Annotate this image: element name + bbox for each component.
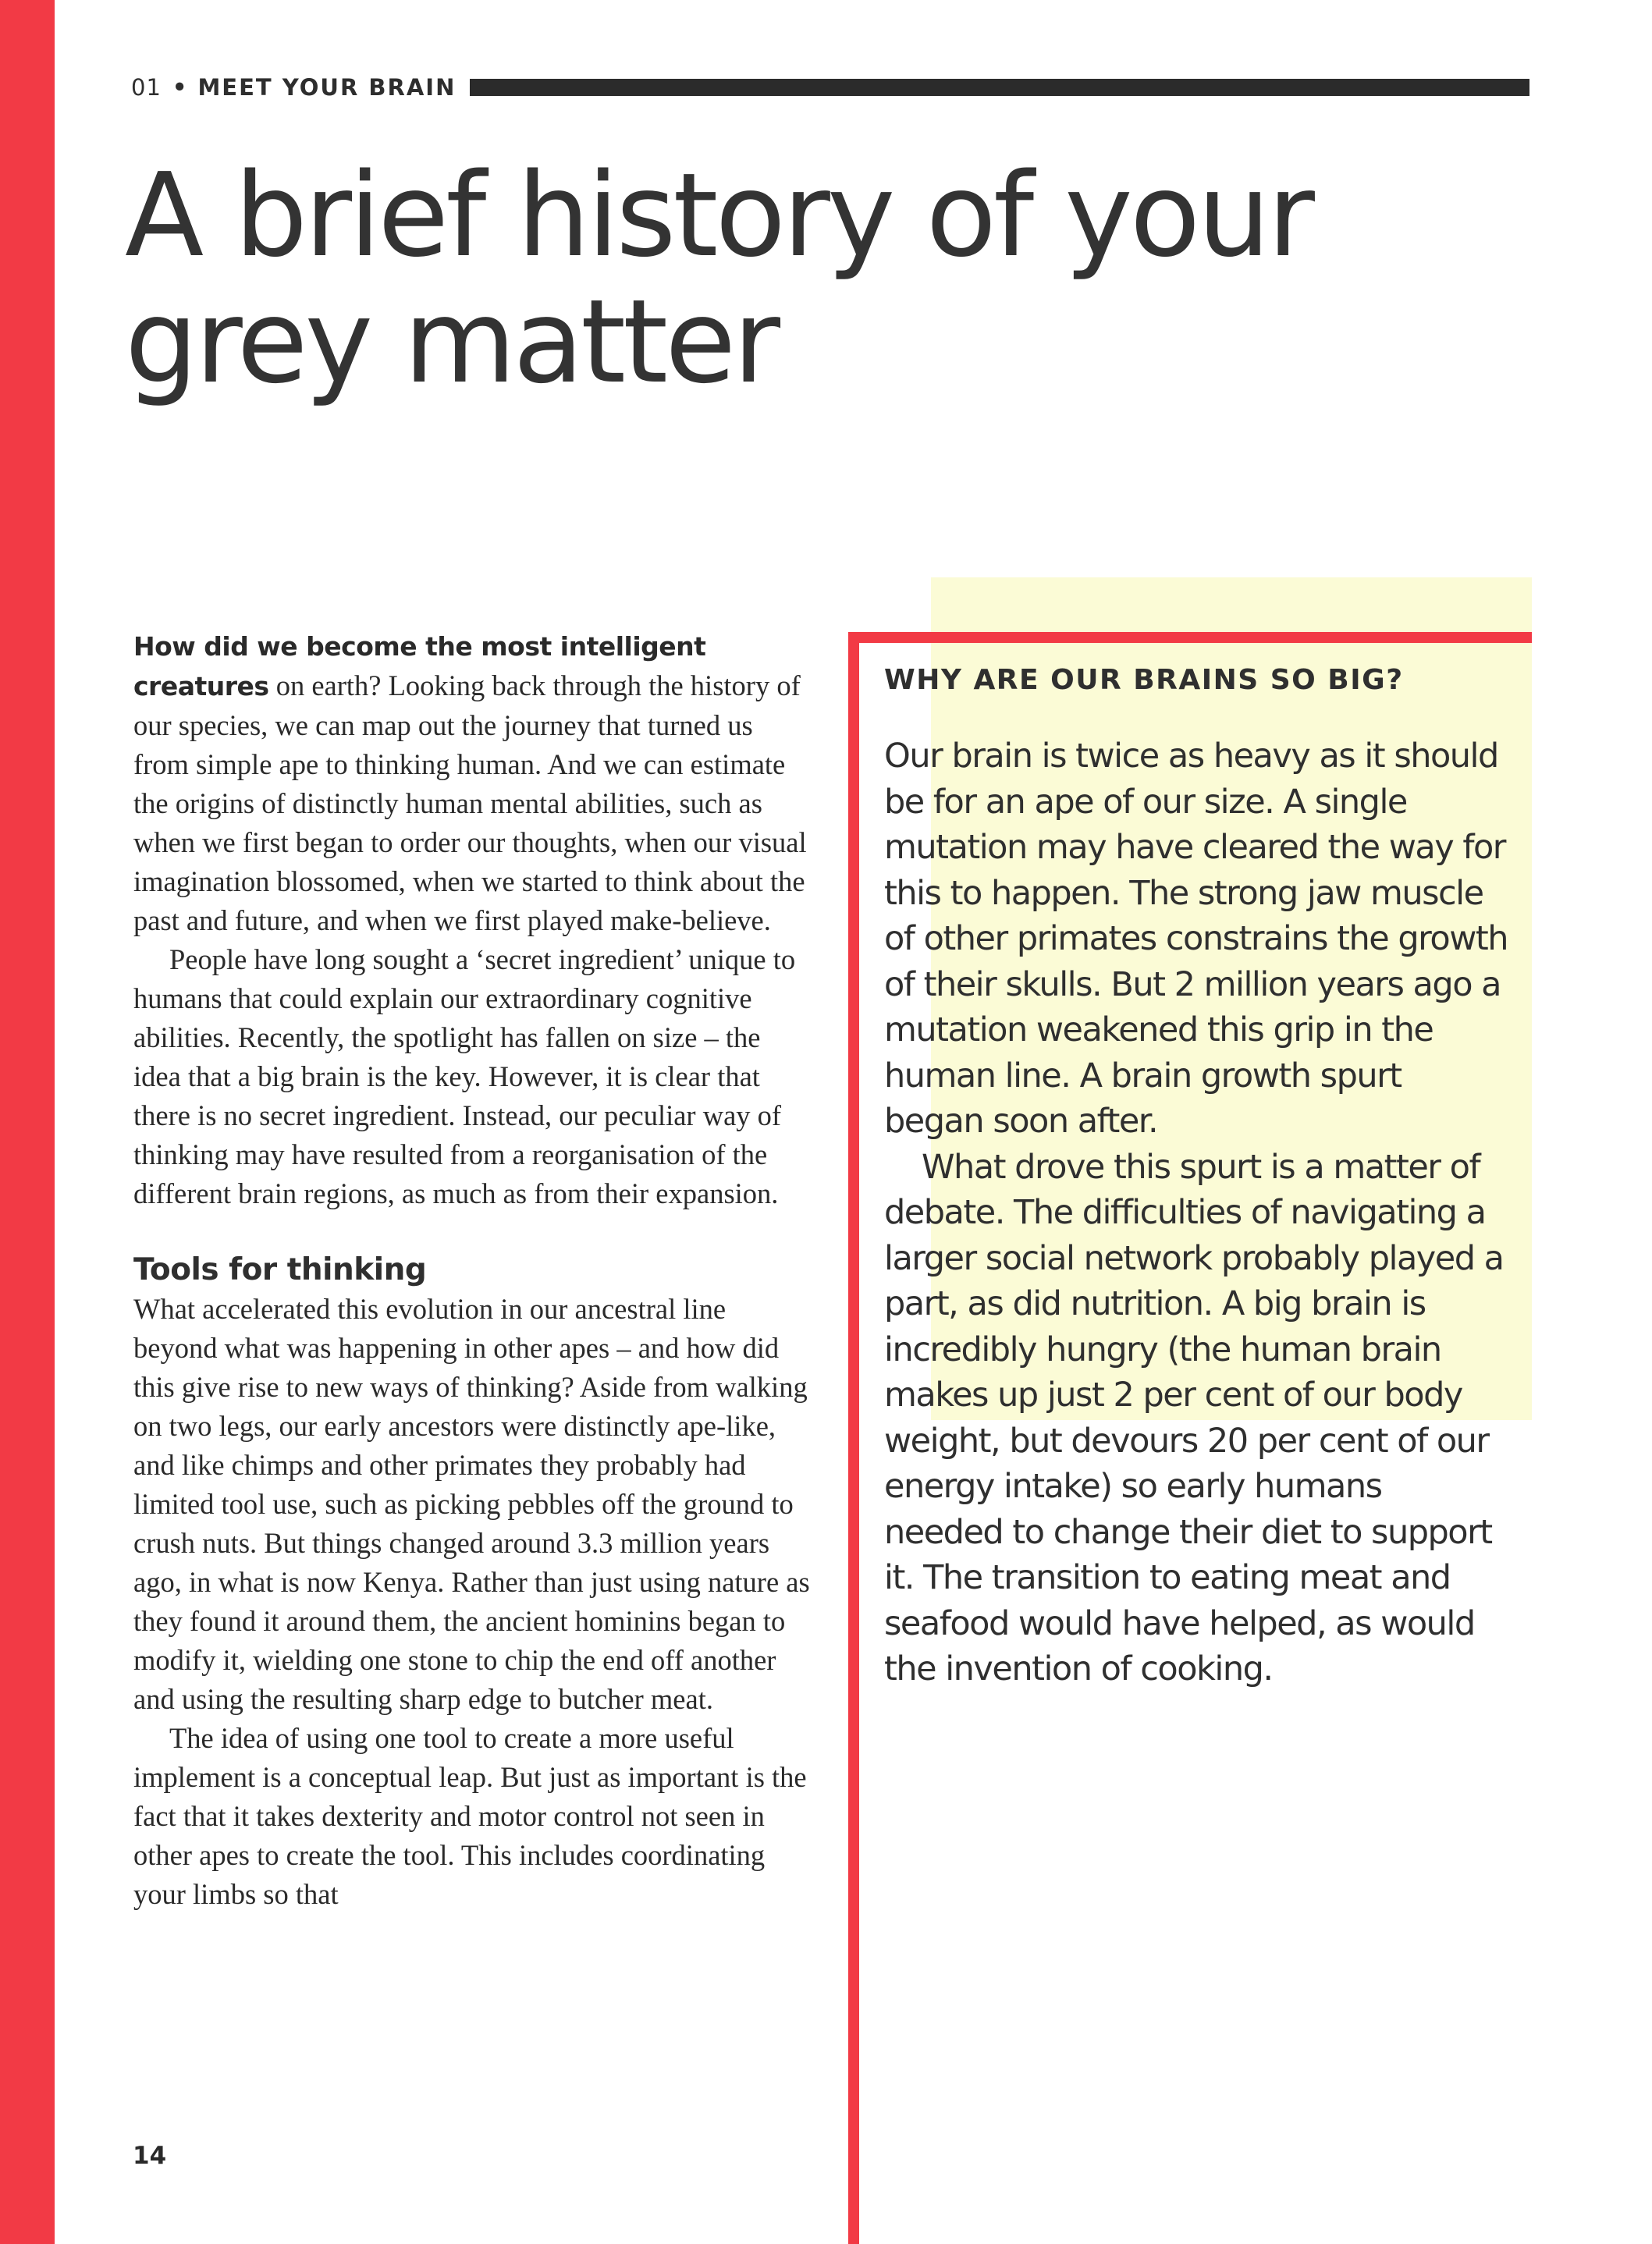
title-line-2: grey matter: [125, 275, 778, 409]
header-rule: [470, 79, 1529, 96]
chapter-number: 01: [131, 74, 162, 101]
sidebar-top-rule: [848, 632, 1532, 643]
sidebar-heading: WHY ARE OUR BRAINS SO BIG?: [884, 664, 1404, 696]
title-line-1: A brief history of your: [125, 148, 1312, 282]
article-paragraph: The idea of using one tool to create a more useful implement is a conceptual leap. But just as important is the fact that it takes dexterity and motor control not seen in other apes to create the tool. This includes coordinating your limbs so that: [133, 1722, 807, 1910]
running-header: [131, 69, 1529, 106]
page-number: 14: [133, 2142, 167, 2170]
section-title: MEET YOUR BRAIN: [197, 74, 457, 101]
sidebar-paragraph: Our brain is twice as heavy as it should be for an ape of our size. A single mutation may have cleared the way for this to happen. The strong jaw muscle of other primates constrains the growth of their skulls. But 2 million years ago a mutation weakened this grip in the human line. A brain growth spurt began soon after.: [884, 737, 1508, 1141]
article-paragraph: People have long sought a ‘secret ingredient’ unique to humans that could explain our extraordinary cognitive abilities. Recently, the spotlight has fallen on size – the idea that a big brain is the key. However, it is clear that there is no secret ingredient. Instead, our peculiar way of thinking may have resulted from a reorganisation of the different brain regions, as much as from their expansion.: [133, 943, 796, 1209]
article-paragraph: [133, 627, 812, 940]
lead-rest-text: on earth? Looking back through the history of our species, we can map out the journey that turned us from simple ape to thinking human. And we can estimate the origins of distinctly human mental abilities, such as when we first began to order our thoughts, when our visual imagination blossomed, when we started to think about the past and future, and when we first played make-believe.: [133, 669, 807, 936]
article-paragraph: What accelerated this evolution in our ancestral line beyond what was happening in other apes – and how did this give rise to new ways of thinking? Aside from walking on two legs, our early ancestors were distinctly ape-like, and like chimps and other primates they probably had limited tool use, such as picking pebbles off the ground to crush nuts. But things changed around 3.3 million years ago, in what is now Kenya. Rather than just using nature as they found it around them, the ancient hominins began to modify it, wielding one stone to chip the end off another and using the resulting sharp edge to butcher meat.: [133, 1293, 810, 1715]
sidebar-paragraph: What drove this spurt is a matter of debate. The difficulties of navigating a larger social network probably played a part, as did nutrition. A big brain is incredibly hungry (the human brain makes up just 2 per cent of our body weight, but devours 20 per cent of our energy intake) so early humans needed to change their diet to support it. The transition to eating meat and seafood would have helped, as would the invention of cooking.: [884, 1147, 1504, 1688]
page-title: [125, 148, 1451, 409]
subheading: Tools for thinking: [133, 1252, 427, 1287]
red-page-edge: [0, 0, 55, 2244]
sidebar-box: [884, 657, 1508, 1692]
header-separator: •: [172, 74, 187, 101]
article-body: [133, 627, 812, 1914]
lead-text: How did we become the most intelligent creatures: [133, 631, 706, 701]
sidebar-left-rule: [848, 632, 859, 2244]
